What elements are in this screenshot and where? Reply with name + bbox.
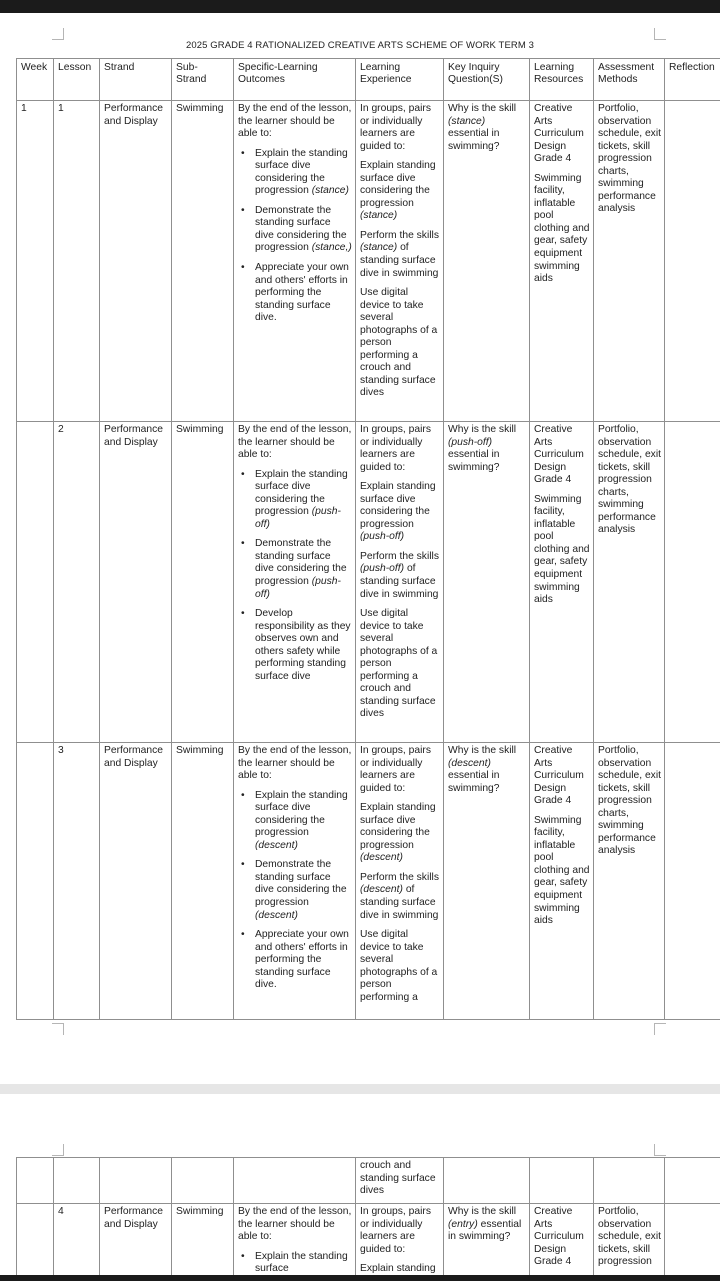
experience-digital: Use digital device to take several photographs of a person performing a crouch and standing surface dives bbox=[360, 287, 438, 399]
cell-week bbox=[17, 743, 54, 1020]
cell-assessment: Portfolio, observation schedule, exit tickets, skill progression bbox=[594, 1204, 665, 1276]
experience-perform: Perform the skills (push-off) of standing surface dive in swimming bbox=[360, 550, 439, 600]
document-page-2 bbox=[0, 1094, 720, 1275]
page-corner-mark bbox=[52, 1144, 64, 1156]
cell-strand bbox=[100, 1158, 172, 1204]
header-reflection: Reflection bbox=[665, 59, 720, 101]
experience-intro: In groups, pairs or individually learners are guided to: bbox=[360, 103, 431, 152]
cell-lesson: 4 bbox=[54, 1204, 100, 1276]
cell-inquiry: Why is the skill (stance) essential in swimming? bbox=[444, 101, 530, 422]
experience-explain: Explain standing surface dive considering the progression (stance) bbox=[360, 160, 436, 222]
cell-sub-strand: Swimming bbox=[172, 101, 234, 422]
cell-assessment: Portfolio, observation schedule, exit tickets, skill progression charts, swimming performance analysis bbox=[594, 422, 665, 743]
experience-intro: In groups, pairs or individually learners are guided to: bbox=[360, 1206, 431, 1255]
cell-reflection bbox=[665, 743, 720, 1020]
cell-sub-strand: Swimming bbox=[172, 422, 234, 743]
header-resources: Learning Resources bbox=[530, 59, 594, 101]
outcomes-intro: By the end of the lesson, the learner should be able to: bbox=[238, 103, 352, 140]
cell-lesson: 3 bbox=[54, 743, 100, 1020]
cell-resources: Creative Arts Curriculum Design Grade 4 bbox=[530, 1204, 594, 1276]
window-bottom-bar bbox=[0, 1275, 720, 1281]
cell-sub-strand: Swimming bbox=[172, 1204, 234, 1276]
cell-reflection bbox=[665, 422, 720, 743]
window-top-bar bbox=[0, 0, 720, 13]
cell-inquiry bbox=[444, 1158, 530, 1204]
cell-assessment: Portfolio, observation schedule, exit tickets, skill progression charts, swimming performance analysis bbox=[594, 101, 665, 422]
cell-strand: Performance and Display bbox=[100, 743, 172, 1020]
header-inquiry: Key Inquiry Question(S) bbox=[444, 59, 530, 101]
experience-perform: Perform the skills (stance) of standing surface dive in swimming bbox=[360, 229, 439, 279]
outcomes-intro: By the end of the lesson, the learner should be able to: bbox=[238, 745, 352, 782]
table-header-row bbox=[17, 59, 720, 101]
table-row-continuation bbox=[17, 1158, 720, 1204]
cell-lesson: 1 bbox=[54, 101, 100, 422]
cell-assessment: Portfolio, observation schedule, exit tickets, skill progression charts, swimming performance analysis bbox=[594, 743, 665, 1020]
cell-strand: Performance and Display bbox=[100, 422, 172, 743]
table-row bbox=[17, 743, 720, 1020]
experience-intro: In groups, pairs or individually learners are guided to: bbox=[360, 745, 431, 794]
experience-explain: Explain standing surface dive considering the progression (push-off) bbox=[360, 481, 436, 543]
page-corner-mark bbox=[52, 1023, 64, 1035]
cell-outcomes bbox=[234, 101, 356, 422]
outcome-item: • Demonstrate the standing surface dive considering the progression (push-off) bbox=[238, 538, 352, 601]
cell-experience bbox=[356, 743, 444, 1020]
cell-week: 1 bbox=[17, 101, 54, 422]
cell-week bbox=[17, 1204, 54, 1276]
outcome-item: • Develop responsibility as they observes own and others safety while performing standing surface dive bbox=[238, 608, 352, 683]
experience-digital: Use digital device to take several photographs of a person performing a crouch and standing surface dives bbox=[360, 608, 438, 720]
table-row bbox=[17, 1204, 720, 1276]
cell-resources: Creative Arts Curriculum Design Grade 4 Swimming facility, inflatable pool clothing and gear, safety equipment swimming aids bbox=[530, 422, 594, 743]
cell-experience bbox=[356, 422, 444, 743]
cell-week bbox=[17, 1158, 54, 1204]
experience-explain: Explain standing bbox=[360, 1263, 436, 1275]
cell-resources: Creative Arts Curriculum Design Grade 4 Swimming facility, inflatable pool clothing and gear, safety equipment swimming aids bbox=[530, 743, 594, 1020]
outcome-item: • Appreciate your own and others' efforts in performing the standing surface dive. bbox=[238, 929, 352, 992]
cell-outcomes bbox=[234, 1158, 356, 1204]
cell-experience bbox=[356, 1204, 444, 1276]
cell-inquiry: Why is the skill (push-off) essential in swimming? bbox=[444, 422, 530, 743]
experience-intro: In groups, pairs or individually learners are guided to: bbox=[360, 424, 431, 473]
document-page-1 bbox=[0, 13, 720, 1084]
table-row bbox=[17, 422, 720, 743]
page-corner-mark bbox=[52, 28, 64, 40]
outcomes-intro: By the end of the lesson, the learner should be able to: bbox=[238, 1206, 352, 1243]
cell-strand: Performance and Display bbox=[100, 1204, 172, 1276]
header-assessment: Assessment Methods bbox=[594, 59, 665, 101]
experience-explain: Explain standing surface dive considering the progression (descent) bbox=[360, 802, 436, 864]
cell-inquiry: Why is the skill (entry) essential in swimming? bbox=[444, 1204, 530, 1276]
outcome-item: • Explain the standing surface dive considering the progression (push-off) bbox=[238, 469, 352, 532]
header-sub-strand: Sub- Strand bbox=[172, 59, 234, 101]
cell-reflection bbox=[665, 1158, 720, 1204]
cell-strand: Performance and Display bbox=[100, 101, 172, 422]
header-experience: Learning Experience bbox=[356, 59, 444, 101]
experience-digital: Use digital device to take several photographs of a person performing a bbox=[360, 929, 438, 1003]
cell-lesson bbox=[54, 1158, 100, 1204]
cell-lesson: 2 bbox=[54, 422, 100, 743]
cell-experience: crouch and standing surface dives bbox=[356, 1158, 444, 1204]
cell-inquiry: Why is the skill (descent) essential in swimming? bbox=[444, 743, 530, 1020]
cell-experience bbox=[356, 101, 444, 422]
outcome-item: • Explain the standing surface dive considering the progression (descent) bbox=[238, 790, 352, 853]
outcome-item: • Demonstrate the standing surface dive considering the progression (descent) bbox=[238, 859, 352, 922]
scheme-of-work-table bbox=[16, 58, 720, 1020]
header-outcomes: Specific-Learning Outcomes bbox=[234, 59, 356, 101]
cell-sub-strand: Swimming bbox=[172, 743, 234, 1020]
document-title: 2025 GRADE 4 RATIONALIZED CREATIVE ARTS SCHEME OF WORK TERM 3 bbox=[186, 40, 534, 51]
cell-sub-strand bbox=[172, 1158, 234, 1204]
table-row bbox=[17, 101, 720, 422]
cell-resources: Creative Arts Curriculum Design Grade 4 Swimming facility, inflatable pool clothing and gear, safety equipment swimming aids bbox=[530, 101, 594, 422]
outcome-item: • Demonstrate the standing surface dive considering the progression (stance,) bbox=[238, 205, 352, 255]
header-lesson: Lesson bbox=[54, 59, 100, 101]
cell-outcomes bbox=[234, 743, 356, 1020]
header-week: Week bbox=[17, 59, 54, 101]
cell-reflection bbox=[665, 101, 720, 422]
cell-outcomes bbox=[234, 422, 356, 743]
outcome-item: • Explain the standing surface bbox=[238, 1251, 352, 1275]
page-corner-mark bbox=[654, 1023, 666, 1035]
cell-outcomes bbox=[234, 1204, 356, 1276]
page-corner-mark bbox=[654, 28, 666, 40]
outcome-item: • Appreciate your own and others' efforts in performing the standing surface dive. bbox=[238, 262, 352, 325]
cell-assessment bbox=[594, 1158, 665, 1204]
cell-resources bbox=[530, 1158, 594, 1204]
header-strand: Strand bbox=[100, 59, 172, 101]
cell-reflection bbox=[665, 1204, 720, 1276]
cell-week bbox=[17, 422, 54, 743]
scheme-of-work-table-continued bbox=[16, 1157, 720, 1275]
outcomes-intro: By the end of the lesson, the learner should be able to: bbox=[238, 424, 352, 461]
page-corner-mark bbox=[654, 1144, 666, 1156]
outcome-item: • Explain the standing surface dive considering the progression (stance) bbox=[238, 148, 352, 198]
experience-perform: Perform the skills (descent) of standing surface dive in swimming bbox=[360, 871, 439, 921]
page-gap bbox=[0, 1084, 720, 1094]
